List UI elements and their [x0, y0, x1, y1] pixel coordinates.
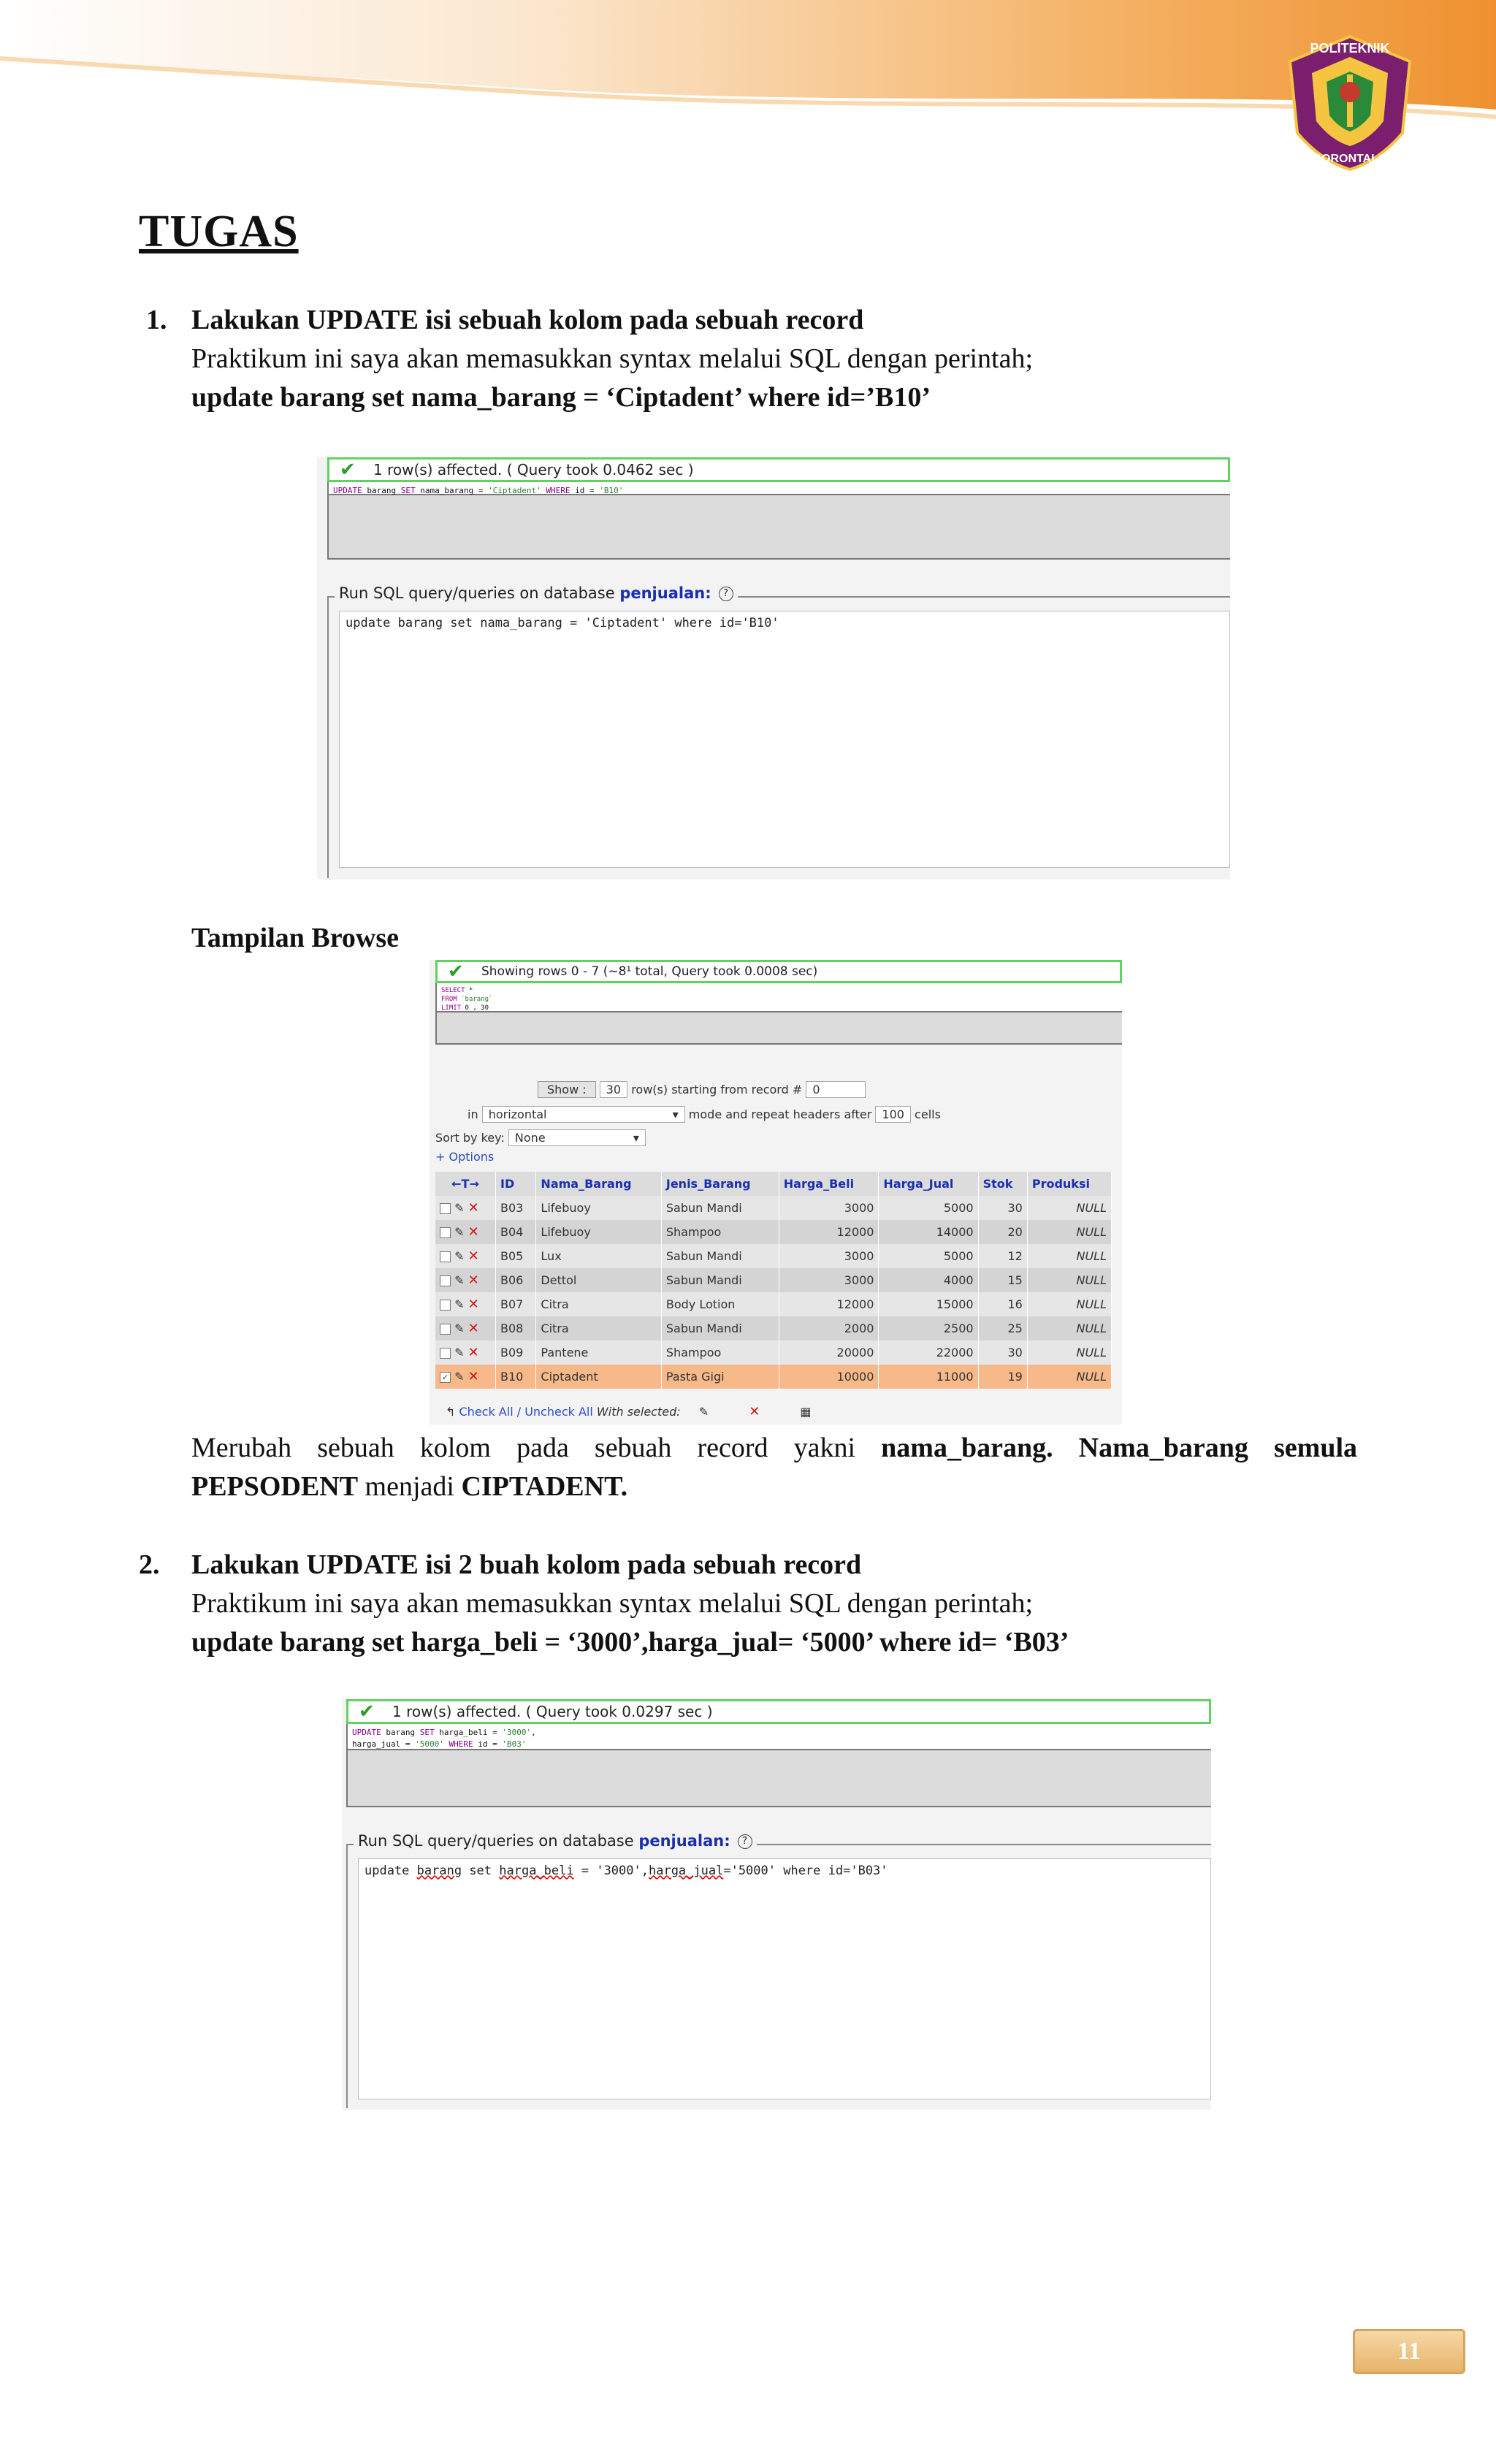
table-row: ✎ ✕ B09 Pantene Shampoo 20000 22000 30 NULL	[435, 1340, 1112, 1365]
export-icon[interactable]: ▦	[800, 1405, 812, 1419]
edit-icon[interactable]: ✎	[454, 1201, 465, 1215]
delete-icon[interactable]: ✕	[468, 1321, 479, 1336]
show-controls: Show : 30 row(s) starting from record # 0	[538, 1081, 866, 1098]
results-table	[435, 1172, 1112, 1389]
row-checkbox[interactable]	[440, 1348, 451, 1359]
sort-select[interactable]: None ▾	[508, 1129, 646, 1146]
table-row: ✎ ✕ B04 Lifebuoy Shampoo 12000 14000 20 NULL	[435, 1220, 1112, 1244]
task-1-number: 1.	[146, 305, 167, 335]
check-icon: ✔	[448, 961, 464, 983]
row-checkbox[interactable]	[440, 1275, 451, 1286]
table-row: ✎ ✕ B05 Lux Sabun Mandi 3000 5000 12 NULL	[435, 1244, 1112, 1268]
delete-selected-icon[interactable]: ✕	[749, 1404, 760, 1419]
browse-screenshot	[430, 960, 1122, 1424]
bulk-actions: ↰ Check All / Uncheck All With selected: ✎ ✕ ▦	[446, 1404, 812, 1419]
browse-status-bar	[435, 960, 1122, 983]
query-status-bar	[327, 457, 1230, 482]
check-icon: ✔	[359, 1701, 375, 1723]
edit-icon[interactable]: ✎	[454, 1249, 465, 1263]
task-1-title: Lakukan UPDATE isi sebuah kolom pada sebuah record	[191, 305, 864, 335]
executed-sql: UPDATE barang SET nama_barang = 'Ciptadent' WHERE id = 'B10'	[327, 482, 1230, 495]
table-row: ✎ ✕ B03 Lifebuoy Sabun Mandi 3000 5000 30 NULL	[435, 1196, 1112, 1220]
summary-paragraph: Merubah sebuah kolom pada sebuah record yakni nama_barang. Nama_barang semula PEPSODENT menjadi CIPTADENT.	[191, 1433, 1358, 1502]
delete-icon[interactable]: ✕	[468, 1224, 479, 1240]
row-checkbox-checked[interactable]: ✓	[440, 1372, 451, 1383]
column-header[interactable]: Jenis_Barang	[661, 1172, 779, 1196]
table-row: ✎ ✕ B06 Dettol Sabun Mandi 3000 4000 15 NULL	[435, 1268, 1112, 1292]
run-sql-label: Run SQL query/queries on database penjualan: ?	[354, 1832, 757, 1850]
row-actions-header: ←T→	[435, 1172, 496, 1196]
sort-controls: Sort by key: None ▾	[435, 1129, 646, 1146]
check-icon: ✔	[340, 459, 356, 481]
sql-query-textarea[interactable]: update barang set harga_beli = '3000',harga_jual='5000' where id='B03'	[358, 1858, 1211, 2099]
edit-selected-icon[interactable]: ✎	[698, 1405, 709, 1419]
row-checkbox[interactable]	[440, 1251, 451, 1262]
query-status-bar	[346, 1699, 1211, 1724]
edit-icon[interactable]: ✎	[454, 1273, 465, 1287]
svg-text:POLITEKNIK: POLITEKNIK	[1310, 41, 1390, 56]
browse-title: Tampilan Browse	[191, 923, 400, 953]
column-header[interactable]: Produksi	[1027, 1172, 1111, 1196]
edit-icon[interactable]: ✎	[454, 1225, 465, 1239]
column-header[interactable]: Harga_Beli	[779, 1172, 879, 1196]
edit-icon[interactable]: ✎	[454, 1297, 465, 1311]
run-sql-label: Run SQL query/queries on database penjualan: ?	[335, 584, 738, 602]
column-header[interactable]: Nama_Barang	[536, 1172, 661, 1196]
politeknik-gorontalo-logo	[1277, 31, 1423, 177]
start-record-input[interactable]: 0	[806, 1081, 866, 1098]
query-status-text: 1 row(s) affected. ( Query took 0.0462 sec )	[373, 461, 694, 478]
check-all-link[interactable]: Check All / Uncheck All	[459, 1405, 593, 1419]
rows-input[interactable]: 30	[600, 1081, 627, 1098]
sql-query-textarea[interactable]: update barang set nama_barang = 'Ciptadent' where id='B10'	[339, 611, 1230, 868]
task-2-number: 2.	[139, 1549, 160, 1580]
delete-icon[interactable]: ✕	[468, 1369, 479, 1384]
delete-icon[interactable]: ✕	[468, 1200, 479, 1216]
task-2	[139, 1546, 1351, 1662]
table-row-selected: ✓ ✎ ✕ B10 Ciptadent Pasta Gigi 10000 11000 19 NULL	[435, 1365, 1112, 1389]
browse-executed-sql: SELECT * FROM `barang` LIMIT 0 , 30	[435, 983, 1122, 1012]
page-heading: TUGAS	[139, 207, 299, 256]
delete-icon[interactable]: ✕	[468, 1248, 479, 1264]
edit-icon[interactable]: ✎	[454, 1370, 465, 1384]
column-header[interactable]: Harga_Jual	[879, 1172, 978, 1196]
row-checkbox[interactable]	[440, 1324, 451, 1335]
mode-select[interactable]: horizontal ▾	[482, 1106, 685, 1123]
column-header[interactable]: Stok	[978, 1172, 1027, 1196]
column-header[interactable]: ID	[496, 1172, 536, 1196]
svg-text:GORONTALO: GORONTALO	[1312, 153, 1388, 165]
table-row: ✎ ✕ B07 Citra Body Lotion 12000 15000 16 NULL	[435, 1292, 1112, 1316]
arrow-up-left-icon: ↰	[446, 1405, 456, 1419]
help-icon[interactable]: ?	[738, 1834, 752, 1849]
page-number: 11	[1353, 2329, 1465, 2374]
header-banner	[0, 0, 1496, 175]
executed-sql: UPDATE barang SET harga_beli = '3000', harga_jual = '5000' WHERE id = 'B03'	[346, 1724, 1211, 1750]
mode-controls: in horizontal ▾ mode and repeat headers after 100 cells	[468, 1107, 941, 1121]
sql-screenshot-2	[342, 1699, 1211, 2110]
headers-after-input[interactable]: 100	[875, 1106, 911, 1123]
task-1-command: update barang set nama_barang = ‘Ciptadent’ where id=’B10’	[191, 382, 931, 413]
sql-screenshot-1	[317, 457, 1230, 880]
row-checkbox[interactable]	[440, 1203, 451, 1214]
row-checkbox[interactable]	[440, 1227, 451, 1238]
task-2-title: Lakukan UPDATE isi 2 buah kolom pada sebuah record	[191, 1549, 862, 1580]
row-checkbox[interactable]	[440, 1300, 451, 1311]
help-icon[interactable]: ?	[719, 587, 733, 601]
delete-icon[interactable]: ✕	[468, 1273, 479, 1288]
options-link[interactable]: + Options	[435, 1150, 495, 1164]
query-status-text: 1 row(s) affected. ( Query took 0.0297 sec )	[392, 1703, 713, 1720]
task-2-command: update barang set harga_beli = ‘3000’,harga_jual= ‘5000’ where id= ‘B03’	[191, 1627, 1069, 1658]
task-2-intro: Praktikum ini saya akan memasukkan syntax melalui SQL dengan perintah;	[191, 1588, 1034, 1619]
delete-icon[interactable]: ✕	[468, 1297, 479, 1312]
edit-icon[interactable]: ✎	[454, 1321, 465, 1335]
table-row: ✎ ✕ B08 Citra Sabun Mandi 2000 2500 25 NULL	[435, 1316, 1112, 1340]
browse-status-text: Showing rows 0 - 7 (~8¹ total, Query took 0.0008 sec)	[481, 964, 818, 979]
edit-icon[interactable]: ✎	[454, 1346, 465, 1359]
task-1-intro: Praktikum ini saya akan memasukkan syntax melalui SQL dengan perintah;	[191, 343, 1034, 374]
show-button[interactable]: Show :	[538, 1081, 596, 1098]
task-1	[146, 301, 1359, 417]
delete-icon[interactable]: ✕	[468, 1345, 479, 1360]
